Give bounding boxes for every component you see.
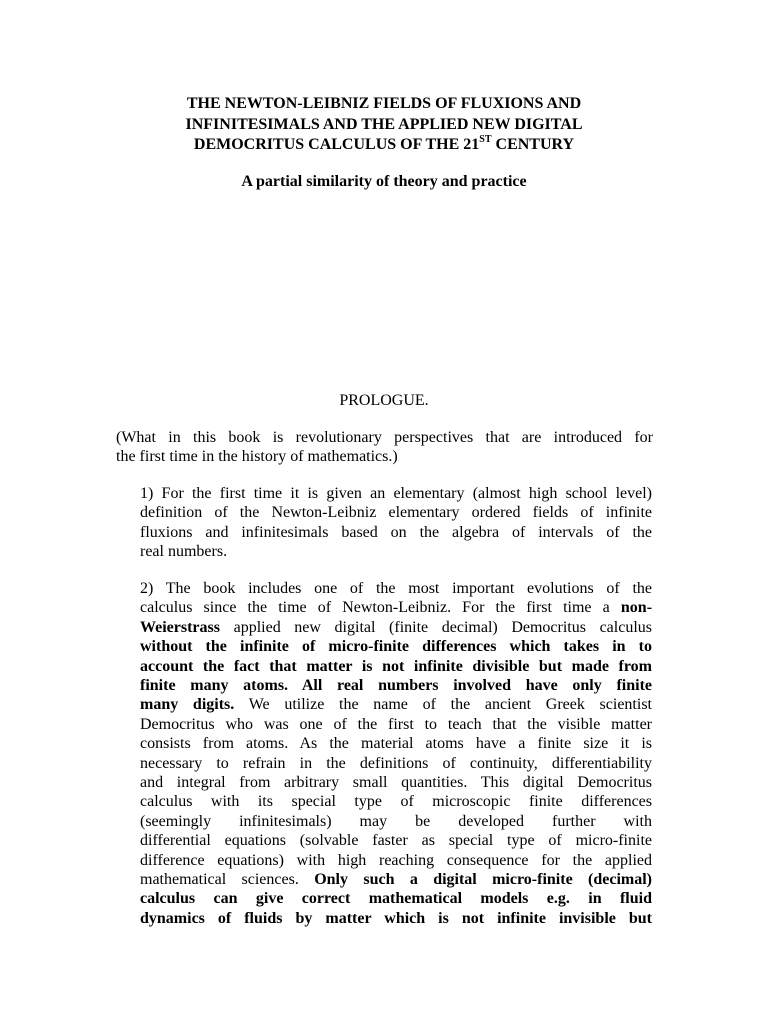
point-2-line: differential equations (solvable faster as special type of micro-finite bbox=[140, 832, 652, 849]
point-2-bold-text: many digits. bbox=[140, 696, 235, 713]
point-1-line: 1) For the first time it is given an elementary (almost high school level) bbox=[140, 485, 652, 502]
point-1-line: definition of the Newton-Leibniz elementary ordered fields of infinite bbox=[140, 504, 652, 521]
point-2-line: necessary to refrain in the definitions of continuity, differentiability bbox=[140, 755, 652, 772]
point-2-text: mathematical sciences. bbox=[140, 871, 299, 888]
point-2-bold-text: Only such a digital micro-finite (decimal) bbox=[314, 871, 653, 888]
point-2-line bbox=[140, 909, 652, 928]
point-2-line bbox=[140, 637, 652, 656]
point-2-bold-text: without the infinite of micro-finite differences which takes in to bbox=[140, 638, 652, 655]
document-title-line-2: INFINITESIMALS AND THE APPLIED NEW DIGITAL bbox=[185, 116, 583, 133]
point-2-line: and integral from arbitrary small quantities. This digital Democritus bbox=[140, 774, 652, 791]
point-2-line bbox=[140, 676, 652, 695]
point-2-bold-text: calculus can give correct mathematical models e.g. in fluid bbox=[140, 890, 652, 907]
point-2-line bbox=[140, 870, 652, 889]
point-2-line: 2) The book includes one of the most important evolutions of the bbox=[140, 580, 652, 597]
title-line-3-suffix: CENTURY bbox=[491, 136, 575, 153]
point-1-line: real numbers. bbox=[140, 543, 228, 560]
title-line-3-text: DEMOCRITUS CALCULUS OF THE 21 bbox=[193, 136, 480, 153]
point-2-line: difference equations) with high reaching consequence for the applied bbox=[140, 852, 652, 869]
title-superscript: ST bbox=[479, 133, 492, 145]
point-1-line: fluxions and infinitesimals based on the algebra of intervals of the bbox=[140, 524, 652, 541]
point-2-text: We utilize the name of the ancient Greek scientist bbox=[248, 696, 652, 713]
prologue-heading: PROLOGUE. bbox=[339, 392, 429, 409]
intro-line: the first time in the history of mathematics.) bbox=[116, 448, 398, 465]
point-2-line bbox=[140, 657, 652, 676]
point-2-bold-text: Weierstrass bbox=[140, 619, 220, 636]
point-2-line bbox=[140, 598, 652, 617]
point-2-line: Democritus who was one of the first to teach that the visible matter bbox=[140, 716, 652, 733]
point-2-line: (seemingly infinitesimals) may be developed further with bbox=[140, 813, 652, 830]
document-title-line-3 bbox=[0, 135, 768, 155]
point-2-line: calculus with its special type of microscopic finite differences bbox=[140, 793, 652, 810]
point-2-line: consists from atoms. As the material atoms have a finite size it is bbox=[140, 735, 652, 752]
document-title-line-1: THE NEWTON-LEIBNIZ FIELDS OF FLUXIONS AND bbox=[186, 95, 582, 112]
point-2-bold-text: dynamics of fluids by matter which is not infinite invisible but bbox=[140, 910, 652, 927]
point-2-bold-text: finite many atoms. All real numbers involved have only finite bbox=[140, 677, 652, 694]
point-2-bold-text: non- bbox=[620, 599, 653, 616]
point-2-bold-text: account the fact that matter is not infinite divisible but made from bbox=[140, 658, 652, 675]
point-2-text: applied new digital (finite decimal) Democritus calculus bbox=[233, 619, 653, 636]
point-2-line bbox=[140, 889, 652, 908]
point-2-text: calculus since the time of Newton-Leibniz. For the first time a bbox=[140, 599, 610, 616]
point-2-line bbox=[140, 695, 652, 714]
document-subtitle: A partial similarity of theory and practice bbox=[241, 173, 527, 190]
intro-line: (What in this book is revolutionary perspectives that are introduced for bbox=[116, 429, 653, 446]
point-2-line bbox=[140, 618, 652, 637]
